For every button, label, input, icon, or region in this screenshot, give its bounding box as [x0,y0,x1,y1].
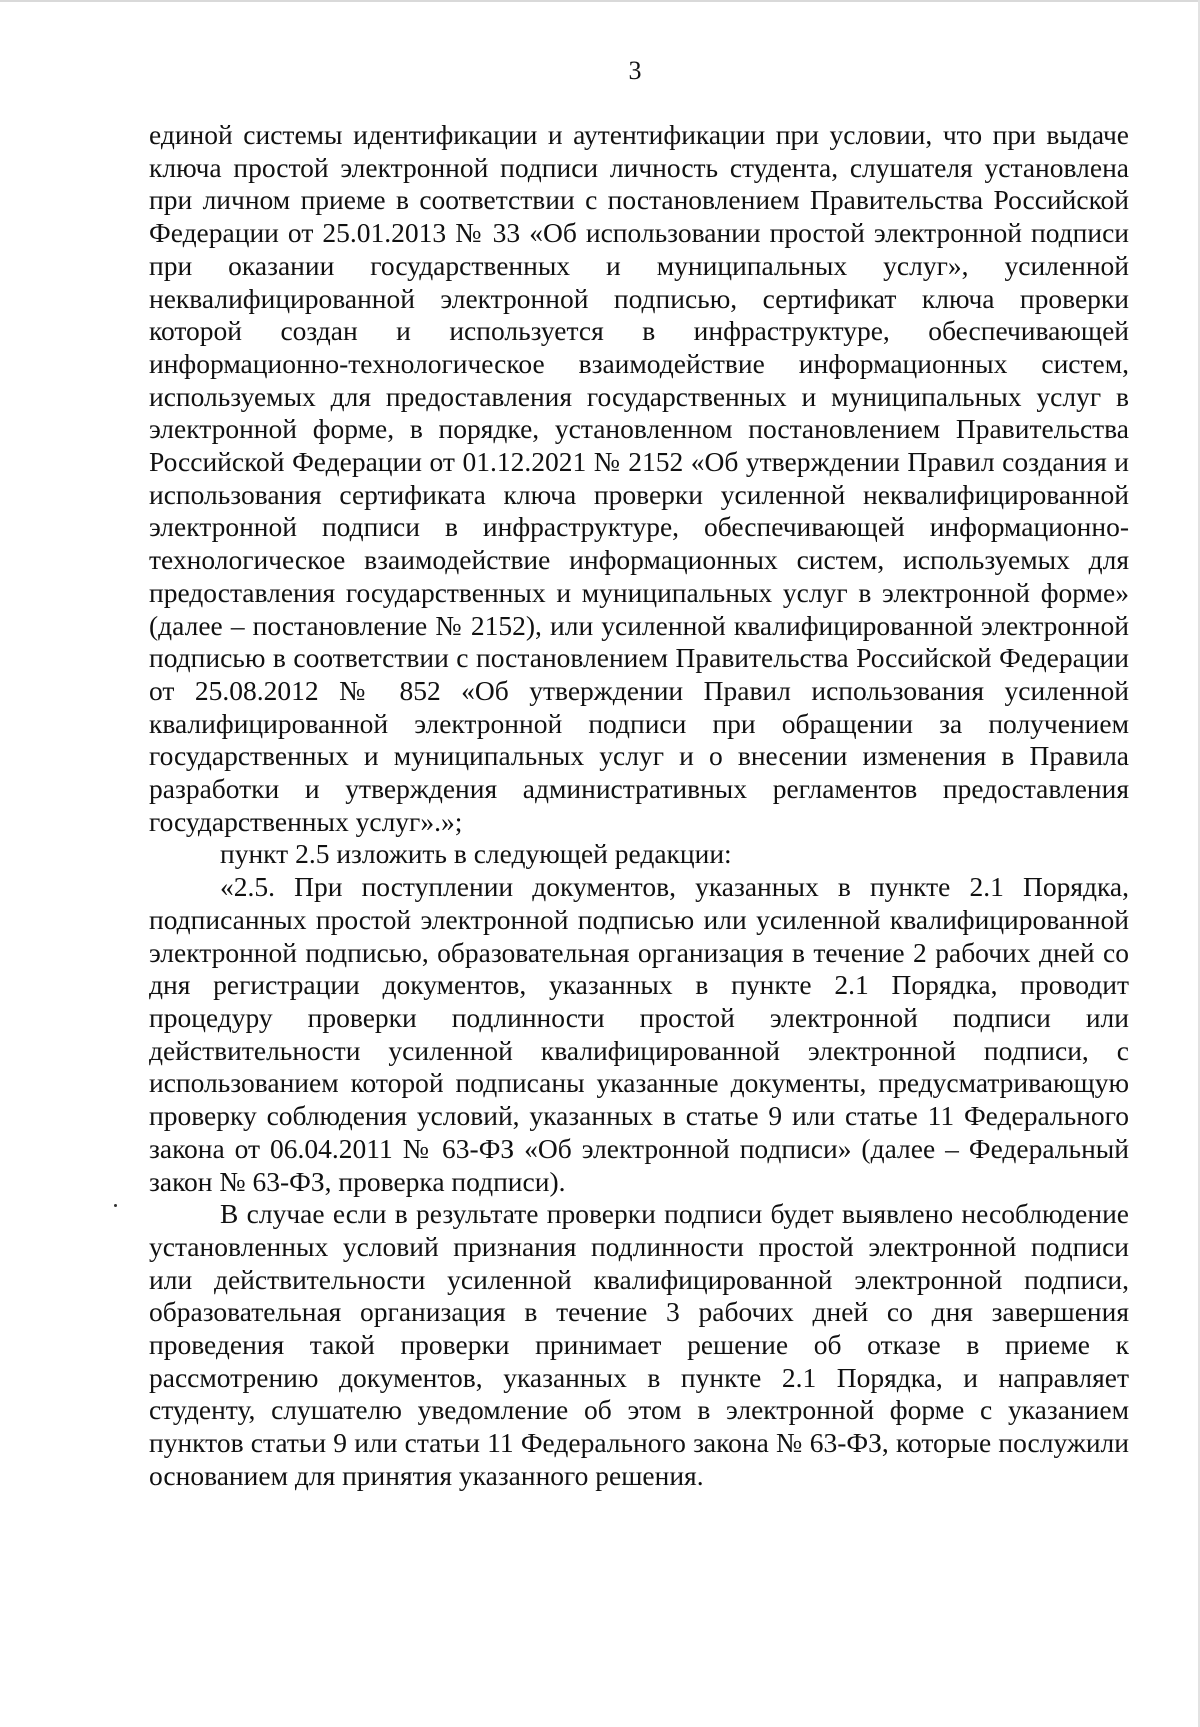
paragraph-continuation: единой системы идентификации и аутентификации при условии, что при выдаче ключа простой электронной подписи личность студента, слушателя установлена при личном приеме в соответствии с постановлением Правительства Российской Федерации от 25.01.2013 № 33 «Об использовании простой электронной подписи при оказании государственных и муниципальных услуг», усиленной неквалифицированной электронной подписью, сертификат ключа проверки которой создан и используется в инфраструктуре, обеспечивающей информационно-технологическое взаимодействие информационных систем, используемых для предоставления государственных и муниципальных услуг в электронной форме, в порядке, установленном постановлением Правительства Российской Федерации от 01.12.2021 № 2152 «Об утверждении Правил создания и использования сертификата ключа проверки усиленной неквалифицированной электронной подписи в инфраструктуре, обеспечивающей информационно-технологическое взаимодействие информационных систем, используемых для предоставления государственных и муниципальных услуг в электронной форме» (далее – постановление № 2152), или усиленной квалифицированной электронной подписью в соответствии с постановлением Правительства Российской Федерации от 25.08.2012 № 852 «Об утверждении Правил использования усиленной квалифицированной электронной подписи при обращении за получением государственных и муниципальных услуг и о внесении изменения в Правила разработки и утверждения административных регламентов предоставления государственных услуг».»; [149,119,1129,837]
scan-edge-top [0,0,1200,2]
scan-speck [114,1204,117,1207]
paragraph-clause-2-5: «2.5. При поступлении документов, указанных в пункте 2.1 Порядка, подписанных простой электронной подписью или усиленной квалифицированной электронной подписью, образовательная организация в течение 2 рабочих дней со дня регистрации документов, указанных в пункте 2.1 Порядка, проводит процедуру проверки подлинности простой электронной подписи или действительности усиленной квалифицированной электронной подписи, с использованием которой подписаны указанные документы, предусматривающую проверку соблюдения условий, указанных в статье 9 или статье 11 Федерального закона от 06.04.2011 № 63-ФЗ «Об электронной подписи» (далее – Федеральный закон № 63-ФЗ, проверка подписи). [149,871,1129,1197]
page-number: 3 [628,56,642,85]
paragraph-amendment-instruction: пункт 2.5 изложить в следующей редакции: [220,838,732,870]
paragraph-refusal-case: В случае если в результате проверки подписи будет выявлено несоблюдение установленных условий признания подлинности простой электронной подписи или действительности усиленной квалифицированной электронной подписи, образовательная организация в течение 3 рабочих дней со дня завершения проведения такой проверки принимает решение об отказе в приеме к рассмотрению документов, указанных в пункте 2.1 Порядка, и направляет студенту, слушателю уведомление об этом в электронной форме с указанием пунктов статьи 9 или статьи 11 Федерального закона № 63-ФЗ, которые послужили основанием для принятия указанного решения. [149,1198,1129,1491]
document-body [149,119,1129,1493]
